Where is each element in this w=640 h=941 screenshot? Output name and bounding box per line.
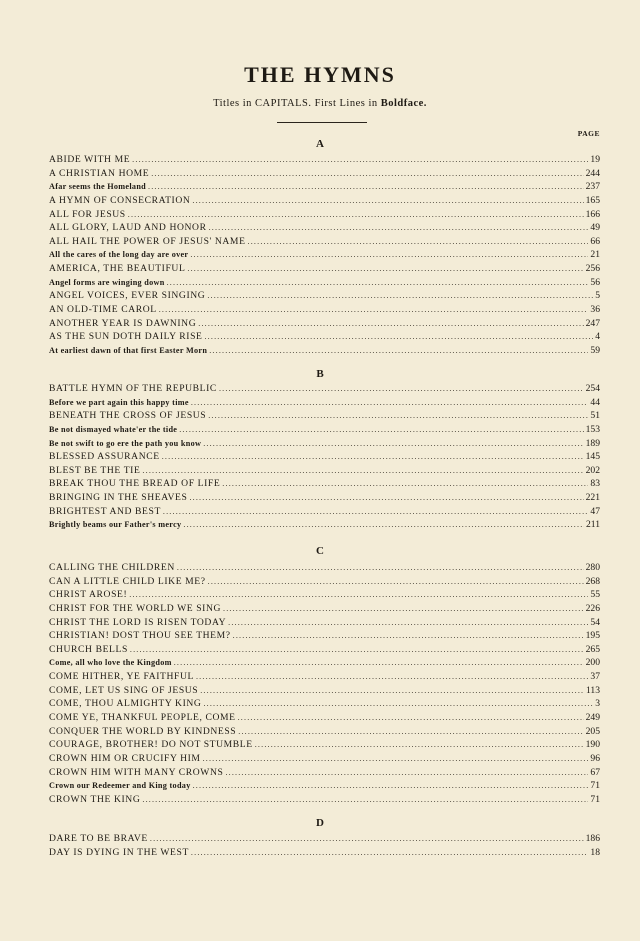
entry-page-number: 195 bbox=[585, 630, 600, 642]
hymn-title-entry bbox=[49, 697, 600, 711]
entry-text: BRINGING IN THE SHEAVES bbox=[49, 492, 188, 504]
entry-text: DAY IS DYING IN THE WEST bbox=[49, 846, 189, 858]
hymn-title-entry bbox=[49, 450, 600, 464]
entry-page-number: 19 bbox=[590, 154, 600, 165]
entry-page-number: 21 bbox=[590, 249, 600, 261]
entry-page-number: 49 bbox=[590, 222, 600, 234]
entry-text: CROWN HIM OR CRUCIFY HIM bbox=[49, 752, 201, 764]
entry-text: Come, all who love the Kingdom bbox=[49, 658, 172, 668]
entry-page-number: 256 bbox=[585, 263, 600, 275]
entry-text: CHRIST THE LORD IS RISEN TODAY bbox=[49, 616, 227, 628]
hymn-title-entry bbox=[49, 766, 600, 780]
hymn-title-entry bbox=[49, 303, 600, 317]
entry-page-number: 237 bbox=[585, 181, 600, 193]
entry-text: Be not swift to go ere the path you know bbox=[49, 438, 202, 448]
entry-text: BRIGHTEST AND BEST bbox=[49, 505, 161, 517]
entry-page-number: 55 bbox=[590, 589, 600, 601]
entry-page-number: 47 bbox=[590, 505, 600, 517]
dot-leader bbox=[159, 303, 589, 317]
entry-text: CHRIST FOR THE WORLD WE SING bbox=[49, 602, 221, 614]
entry-page-number: 66 bbox=[590, 235, 600, 247]
entry-text: Brightly beams our Father's mercy bbox=[49, 520, 182, 530]
entry-text: CAN A LITTLE CHILD LIKE ME? bbox=[49, 575, 206, 587]
page-subtitle bbox=[0, 98, 640, 109]
hymn-title-entry bbox=[49, 629, 600, 643]
dot-leader bbox=[163, 505, 589, 519]
hymn-title-entry bbox=[49, 382, 600, 396]
hymn-title-entry bbox=[49, 409, 600, 423]
entry-page-number: 190 bbox=[585, 739, 600, 751]
dot-leader bbox=[167, 276, 589, 290]
first-line-entry bbox=[49, 180, 600, 194]
entry-page-number: 166 bbox=[585, 208, 600, 220]
hymn-title-entry bbox=[49, 575, 600, 589]
hymn-title-entry bbox=[49, 262, 600, 276]
dot-leader bbox=[208, 575, 584, 589]
dot-leader bbox=[203, 437, 583, 451]
entry-page-number: 5 bbox=[595, 290, 600, 302]
entry-text: COME, LET US SING OF JESUS bbox=[49, 684, 199, 696]
dot-leader bbox=[130, 643, 584, 657]
entry-text: BLESSED ASSURANCE bbox=[49, 451, 160, 463]
subtitle-plain: Titles in CAPITALS. First Lines in bbox=[213, 98, 381, 109]
entry-text: All the cares of the long day are over bbox=[49, 250, 189, 260]
entry-text: A CHRISTIAN HOME bbox=[49, 167, 150, 179]
dot-leader bbox=[207, 289, 593, 303]
dot-leader bbox=[198, 317, 583, 331]
hymn-title-entry bbox=[49, 208, 600, 222]
section-b-entries bbox=[49, 382, 600, 532]
section-letter-c: C bbox=[316, 545, 324, 557]
entry-text: AN OLD-TIME CAROL bbox=[49, 304, 157, 316]
dot-leader bbox=[204, 330, 593, 344]
page-title: THE HYMNS bbox=[244, 62, 396, 87]
entry-page-number: 221 bbox=[585, 492, 600, 504]
entry-text: CHRIST AROSE! bbox=[49, 589, 128, 601]
entry-text: COME YE, THANKFUL PEOPLE, COME bbox=[49, 712, 236, 724]
entry-text: CHRISTIAN! DOST THOU SEE THEM? bbox=[49, 630, 231, 642]
hymn-title-entry bbox=[49, 221, 600, 235]
entry-page-number: 56 bbox=[590, 276, 600, 288]
dot-leader bbox=[219, 382, 584, 396]
hymn-title-entry bbox=[49, 588, 600, 602]
first-line-entry bbox=[49, 518, 600, 532]
dot-leader bbox=[148, 180, 584, 194]
title-divider bbox=[277, 122, 367, 123]
entry-page-number: 83 bbox=[590, 478, 600, 490]
entry-page-number: 67 bbox=[590, 766, 600, 778]
hymn-title-entry bbox=[49, 477, 600, 491]
entry-text: ANOTHER YEAR IS DAWNING bbox=[49, 317, 197, 329]
dot-leader bbox=[190, 248, 588, 262]
dot-leader bbox=[129, 588, 588, 602]
hymn-title-entry bbox=[49, 725, 600, 739]
hymn-title-entry bbox=[49, 235, 600, 249]
hymn-title-entry bbox=[49, 464, 600, 478]
dot-leader bbox=[179, 423, 583, 437]
entry-page-number: 51 bbox=[590, 410, 600, 422]
hymn-title-entry bbox=[49, 561, 600, 575]
hymn-title-entry bbox=[49, 505, 600, 519]
dot-leader bbox=[150, 832, 584, 846]
entry-page-number: 59 bbox=[590, 344, 600, 356]
entry-text: CONQUER THE WORLD BY KINDNESS bbox=[49, 725, 237, 737]
entry-page-number: 268 bbox=[585, 575, 600, 587]
hymn-title-entry bbox=[49, 643, 600, 657]
entry-text: At earliest dawn of that first Easter Morn bbox=[49, 345, 208, 355]
entry-text: CHURCH BELLS bbox=[49, 643, 128, 655]
entry-page-number: 244 bbox=[585, 167, 600, 179]
dot-leader bbox=[228, 616, 588, 630]
entry-text: ALL GLORY, LAUD AND HONOR bbox=[49, 222, 207, 234]
dot-leader bbox=[203, 752, 589, 766]
entry-text: AMERICA, THE BEAUTIFUL bbox=[49, 263, 186, 275]
entry-text: A HYMN OF CONSECRATION bbox=[49, 194, 191, 206]
dot-leader bbox=[193, 779, 589, 793]
entry-text: AS THE SUN DOTH DAILY RISE bbox=[49, 331, 203, 343]
entry-page-number: 280 bbox=[585, 562, 600, 573]
dot-leader bbox=[187, 262, 583, 276]
entry-text: ALL FOR JESUS bbox=[49, 208, 126, 220]
entry-page-number: 4 bbox=[595, 331, 600, 343]
entry-page-number: 37 bbox=[590, 671, 600, 683]
entry-page-number: 254 bbox=[585, 383, 600, 394]
entry-text: Angel forms are winging down bbox=[49, 277, 165, 287]
dot-leader bbox=[200, 684, 584, 698]
entry-text: COME HITHER, YE FAITHFUL bbox=[49, 671, 194, 683]
entry-text: ABIDE WITH ME bbox=[49, 154, 131, 165]
section-letter-b: B bbox=[316, 368, 324, 380]
dot-leader bbox=[233, 629, 584, 643]
dot-leader bbox=[191, 846, 588, 860]
entry-text: BENEATH THE CROSS OF JESUS bbox=[49, 410, 207, 422]
hymn-title-entry bbox=[49, 846, 600, 860]
entry-text: Crown our Redeemer and King today bbox=[49, 781, 191, 791]
dot-leader bbox=[203, 697, 593, 711]
entry-page-number: 205 bbox=[585, 725, 600, 737]
entry-page-number: 145 bbox=[585, 451, 600, 463]
entry-page-number: 247 bbox=[585, 317, 600, 329]
dot-leader bbox=[196, 670, 588, 684]
entry-page-number: 153 bbox=[585, 423, 600, 435]
dot-leader bbox=[189, 491, 583, 505]
entry-page-number: 71 bbox=[590, 793, 600, 805]
entry-page-number: 36 bbox=[590, 304, 600, 316]
dot-leader bbox=[238, 711, 584, 725]
entry-page-number: 3 bbox=[595, 698, 600, 710]
entry-page-number: 202 bbox=[585, 464, 600, 476]
entry-text: COME, THOU ALMIGHTY KING bbox=[49, 698, 202, 710]
entry-page-number: 211 bbox=[585, 519, 600, 531]
dot-leader bbox=[174, 656, 584, 670]
dot-leader bbox=[209, 221, 589, 235]
first-line-entry bbox=[49, 779, 600, 793]
hymn-title-entry bbox=[49, 793, 600, 807]
entry-page-number: 71 bbox=[590, 780, 600, 792]
dot-leader bbox=[191, 396, 589, 410]
dot-leader bbox=[225, 766, 588, 780]
hymn-title-entry bbox=[49, 670, 600, 684]
dot-leader bbox=[162, 450, 584, 464]
entry-page-number: 249 bbox=[585, 712, 600, 724]
dot-leader bbox=[209, 344, 588, 358]
first-line-entry bbox=[49, 396, 600, 410]
dot-leader bbox=[222, 477, 588, 491]
entry-page-number: 186 bbox=[585, 833, 600, 844]
entry-page-number: 200 bbox=[585, 657, 600, 669]
dot-leader bbox=[128, 208, 584, 222]
dot-leader bbox=[192, 194, 583, 208]
entry-text: BREAK THOU THE BREAD OF LIFE bbox=[49, 478, 221, 490]
section-a-entries bbox=[49, 153, 600, 358]
hymn-title-entry bbox=[49, 289, 600, 303]
entry-text: BATTLE HYMN OF THE REPUBLIC bbox=[49, 383, 217, 394]
hymn-title-entry bbox=[49, 832, 600, 846]
entry-page-number: 189 bbox=[585, 437, 600, 449]
dot-leader bbox=[142, 793, 588, 807]
entry-page-number: 226 bbox=[585, 602, 600, 614]
first-line-entry bbox=[49, 656, 600, 670]
dot-leader bbox=[142, 464, 583, 478]
hymn-title-entry bbox=[49, 711, 600, 725]
entry-page-number: 165 bbox=[585, 194, 600, 206]
entry-text: COURAGE, BROTHER! DO NOT STUMBLE bbox=[49, 739, 253, 751]
entry-text: Before we part again this happy time bbox=[49, 397, 189, 407]
section-c-entries bbox=[49, 561, 600, 807]
dot-leader bbox=[248, 235, 589, 249]
entry-text: ALL HAIL THE POWER OF JESUS' NAME bbox=[49, 235, 246, 247]
first-line-entry bbox=[49, 423, 600, 437]
dot-leader bbox=[151, 167, 583, 181]
entry-page-number: 54 bbox=[590, 616, 600, 628]
first-line-entry bbox=[49, 276, 600, 290]
first-line-entry bbox=[49, 437, 600, 451]
hymn-title-entry bbox=[49, 738, 600, 752]
dot-leader bbox=[255, 738, 584, 752]
section-letter-a: A bbox=[316, 138, 324, 150]
hymn-title-entry bbox=[49, 330, 600, 344]
hymn-title-entry bbox=[49, 684, 600, 698]
hymn-title-entry bbox=[49, 491, 600, 505]
entry-page-number: 18 bbox=[590, 846, 600, 858]
dot-leader bbox=[208, 409, 588, 423]
entry-text: ANGEL VOICES, EVER SINGING bbox=[49, 290, 206, 302]
entry-text: DARE TO BE BRAVE bbox=[49, 833, 148, 844]
entry-text: CROWN THE KING bbox=[49, 793, 141, 805]
section-letter-d: D bbox=[316, 817, 324, 829]
entry-text: Be not dismayed whate'er the tide bbox=[49, 424, 178, 434]
entry-page-number: 96 bbox=[590, 752, 600, 764]
entry-page-number: 265 bbox=[585, 643, 600, 655]
first-line-entry bbox=[49, 344, 600, 358]
entry-page-number: 44 bbox=[590, 396, 600, 408]
hymn-title-entry bbox=[49, 752, 600, 766]
entry-text: CALLING THE CHILDREN bbox=[49, 562, 175, 573]
dot-leader bbox=[183, 518, 584, 532]
hymn-title-entry bbox=[49, 602, 600, 616]
hymn-title-entry bbox=[49, 167, 600, 181]
first-line-entry bbox=[49, 248, 600, 262]
dot-leader bbox=[238, 725, 583, 739]
hymn-title-entry bbox=[49, 616, 600, 630]
subtitle-bold: Boldface. bbox=[380, 98, 427, 109]
entry-text: BLEST BE THE TIE bbox=[49, 464, 141, 476]
dot-leader bbox=[223, 602, 584, 616]
page-column-header: PAGE bbox=[577, 129, 600, 138]
section-d-entries bbox=[49, 832, 600, 859]
dot-leader bbox=[177, 561, 584, 575]
entry-text: CROWN HIM WITH MANY CROWNS bbox=[49, 766, 224, 778]
entry-page-number: 113 bbox=[585, 684, 600, 696]
entry-text: Afar seems the Homeland bbox=[49, 182, 147, 192]
hymn-title-entry bbox=[49, 194, 600, 208]
hymn-title-entry bbox=[49, 317, 600, 331]
hymn-title-entry bbox=[49, 153, 600, 167]
dot-leader bbox=[132, 153, 588, 167]
